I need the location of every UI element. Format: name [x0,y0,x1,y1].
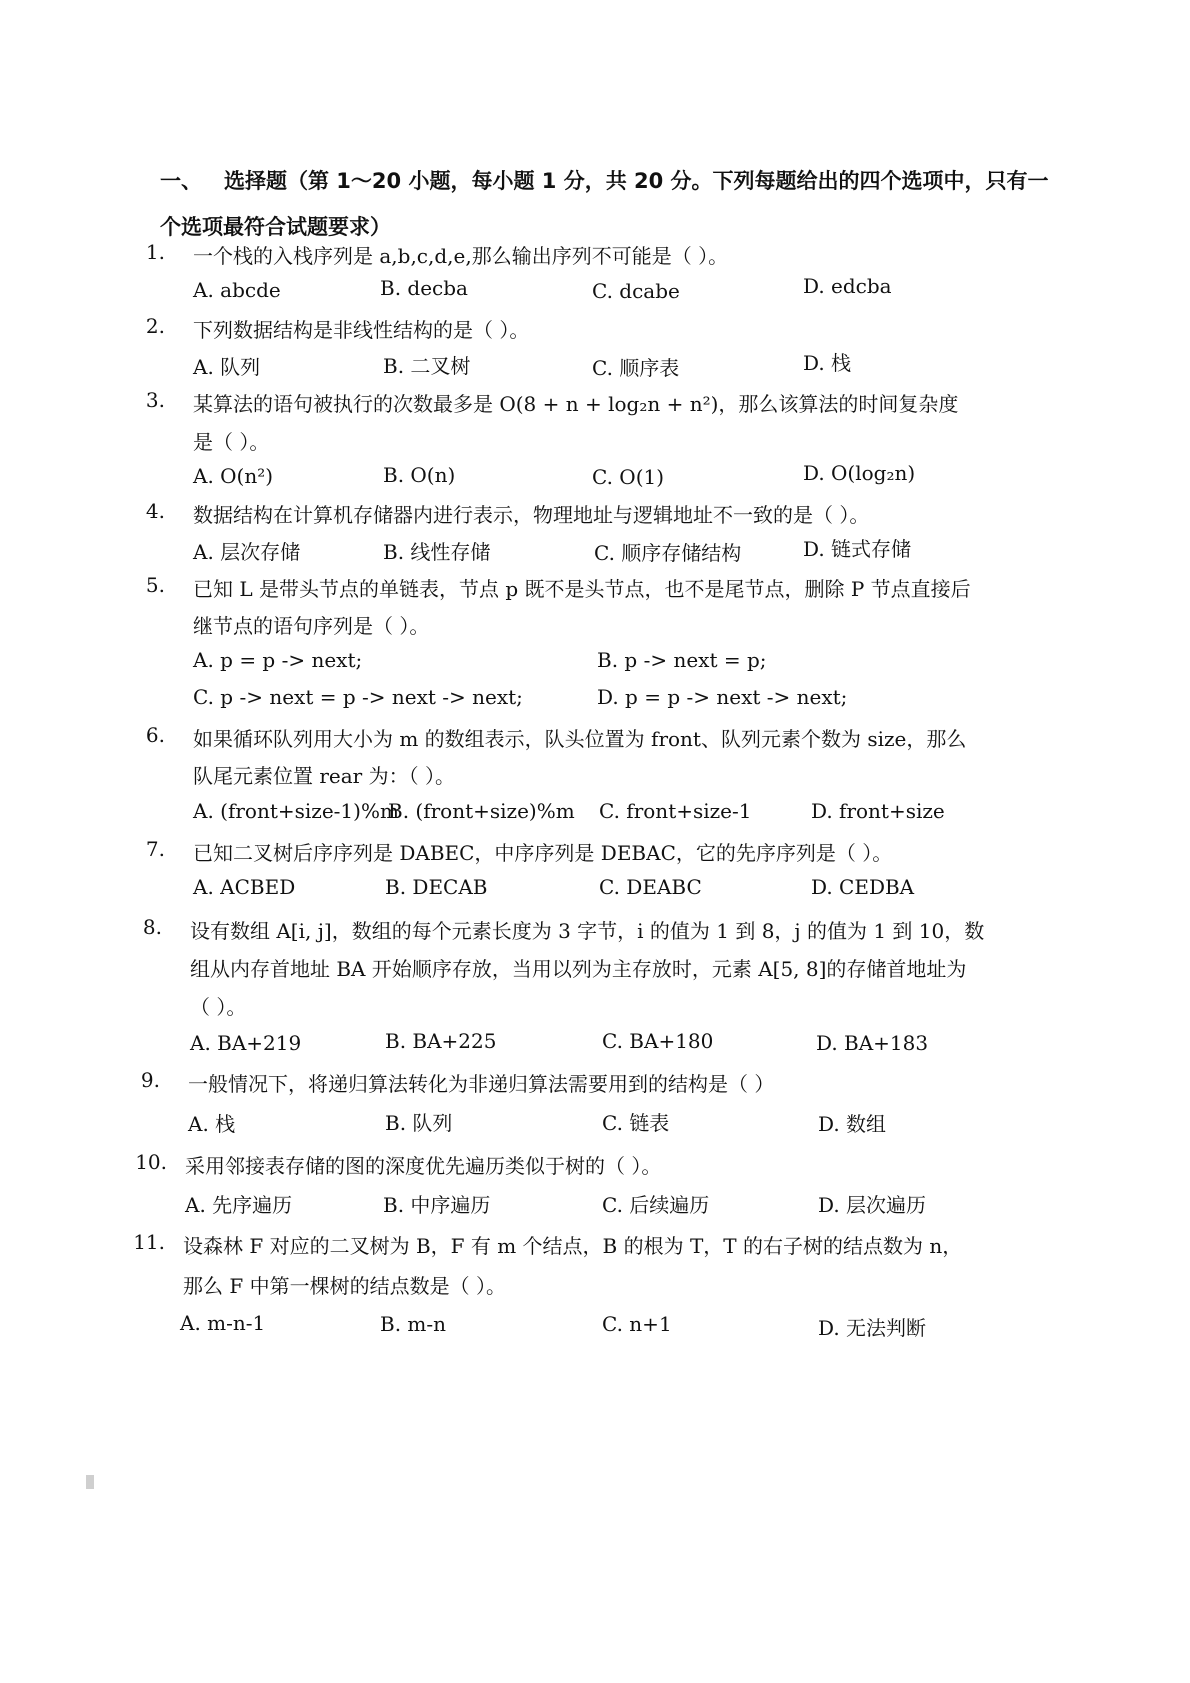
option-b: B. m-n [380,1312,447,1336]
question-text-line2: 那么 F 中第一棵树的结点数是（ ）。 [183,1274,506,1298]
option-d: D. CEDBA [811,875,915,899]
option-b: B. 中序遍历 [383,1193,491,1217]
option-c: C. 链表 [602,1111,670,1135]
option-c: C. p -> next = p -> next -> next; [193,685,523,709]
question-text: 如果循环队列用大小为 m 的数组表示，队头位置为 front、队列元素个数为 size，那么 [193,727,967,751]
option-b: B. DECAB [385,875,488,899]
option-a: A. 队列 [193,355,261,379]
question-text: 设森林 F 对应的二叉树为 B，F 有 m 个结点，B 的根为 T，T 的右子树的结点数为 n， [183,1234,963,1258]
option-a: A. abcde [193,278,281,302]
question-number: 9. [140,1068,160,1092]
question-number: 11. [133,1230,165,1254]
question-number: 6. [145,723,165,747]
option-a: A. ACBED [193,875,296,899]
option-c: C. BA+180 [602,1029,714,1053]
question-text-line2: 继节点的语句序列是（ ）。 [193,614,430,638]
section-number: 一、 [160,169,202,193]
option-d: D. BA+183 [816,1031,929,1055]
option-c: C. 顺序表 [592,356,680,380]
question-text-line2: 是（ ）。 [193,430,270,454]
option-d: D. p = p -> next -> next; [597,685,848,709]
option-c: C. 顺序存储结构 [594,541,742,565]
option-a: A. 栈 [188,1112,236,1136]
question-number: 2. [145,314,165,338]
option-c: C. n+1 [602,1312,672,1336]
scan-speck [86,1475,94,1489]
section-heading [160,158,1080,250]
option-d: D. front+size [811,799,945,823]
question-text: 一般情况下，将递归算法转化为非递归算法需要用到的结构是（ ） [188,1072,775,1096]
option-d: D. 链式存储 [803,537,912,561]
question-number: 4. [145,499,165,523]
option-a: A. m-n-1 [180,1311,266,1335]
option-a: A. 层次存储 [193,540,301,564]
option-d: D. 栈 [803,351,852,375]
option-b: B. 二叉树 [383,354,471,378]
question-text: 采用邻接表存储的图的深度优先遍历类似于树的（ ）。 [185,1154,662,1178]
question-number: 7. [145,837,165,861]
question-text: 某算法的语句被执行的次数最多是 O(8 + n + log₂n + n²)，那么该算法的时间复杂度 [193,392,959,416]
option-a: A. O(n²) [193,464,274,488]
question-text: 一个栈的入栈序列是 a,b,c,d,e,那么输出序列不可能是（ ）。 [193,244,729,268]
question-text: 数据结构在计算机存储器内进行表示，物理地址与逻辑地址不一致的是（ ）。 [193,503,870,527]
option-a: A. (front+size-1)%m [193,799,399,823]
option-a: A. BA+219 [190,1031,302,1055]
option-d: D. 层次遍历 [818,1193,927,1217]
option-b: B. O(n) [383,463,456,487]
question-number: 1. [145,240,165,264]
question-number: 8. [142,915,162,939]
option-d: D. 数组 [818,1112,887,1136]
question-text: 下列数据结构是非线性结构的是（ ）。 [193,318,530,342]
question-text-line2: 队尾元素位置 rear 为：（ ）。 [193,764,455,788]
question-text: 已知 L 是带头节点的单链表，节点 p 既不是头节点，也不是尾节点，删除 P 节点直接后 [193,577,971,601]
question-number: 5. [145,573,165,597]
question-text: 设有数组 A[i, j]，数组的每个元素长度为 3 字节，i 的值为 1 到 8，j 的值为 1 到 10，数 [190,919,985,943]
question-number: 3. [145,388,165,412]
option-b: B. 线性存储 [383,540,491,564]
option-b: B. 队列 [385,1111,453,1135]
option-a: A. 先序遍历 [185,1193,293,1217]
option-c: C. DEABC [599,875,702,899]
option-c: C. dcabe [592,279,680,303]
option-d: D. 无法判断 [818,1316,927,1340]
section-title-line1: 选择题（第 1～20 小题，每小题 1 分，共 20 分。下列每题给出的四个选项中，只有一 [224,169,1049,193]
option-c: C. front+size-1 [599,799,752,823]
option-c: C. 后续遍历 [602,1193,710,1217]
option-b: B. (front+size)%m [388,799,575,823]
option-c: C. O(1) [592,465,665,489]
option-d: D. O(log₂n) [803,461,916,485]
option-b: B. decba [380,276,468,300]
option-b: B. p -> next = p; [597,648,767,672]
section-title-line2: 个选项最符合试题要求） [160,215,391,239]
question-text-line3: （ ）。 [190,995,247,1019]
question-text: 已知二叉树后序序列是 DABEC，中序序列是 DEBAC，它的先序序列是（ ）。 [193,841,893,865]
option-a: A. p = p -> next; [193,648,363,672]
option-b: B. BA+225 [385,1029,497,1053]
question-text-line2: 组从内存首地址 BA 开始顺序存放，当用以列为主存放时，元素 A[5, 8]的存储首地址为 [190,957,967,981]
option-d: D. edcba [803,274,892,298]
question-number: 10. [135,1150,167,1174]
